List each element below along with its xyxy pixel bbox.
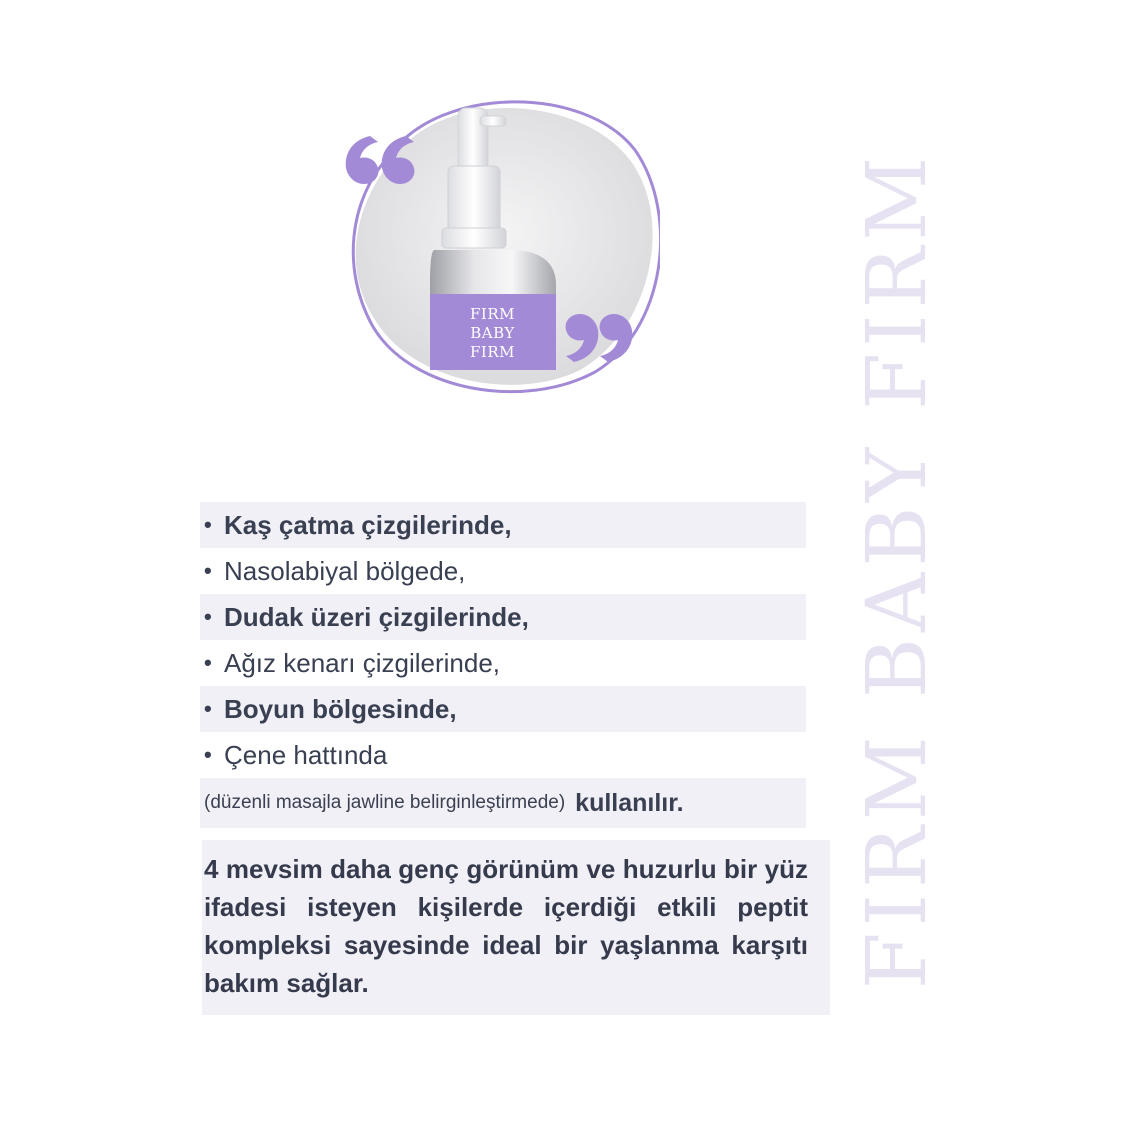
bullet-icon: •: [204, 650, 212, 675]
product-description: 4 mevsim daha genç görünüm ve huzurlu bir yüz ifadesi isteyen kişilerde içerdiği etkili peptit kompleksi sayesinde ideal bir yaşlanma karşıtı bakım sağlar.: [202, 840, 830, 1015]
bullet-icon: •: [204, 742, 212, 767]
bullet-icon: •: [204, 512, 212, 537]
list-item-text: Çene hattında: [224, 739, 388, 770]
list-item: [200, 732, 806, 778]
list-item-text: Boyun bölgesinde,: [224, 693, 457, 724]
vertical-brand-watermark: [848, 0, 948, 1140]
usage-note: [200, 778, 806, 828]
bullet-icon: •: [204, 558, 212, 583]
list-item: [200, 594, 806, 640]
bullet-icon: •: [204, 604, 212, 629]
bottle-label-line-3: FIRM: [470, 342, 515, 361]
bottle-label-text: [430, 298, 555, 368]
list-item: [200, 502, 806, 548]
list-item: [200, 686, 806, 732]
list-item-text: Nasolabiyal bölgede,: [224, 555, 466, 586]
watermark-text: FIRM BABY FIRM: [850, 150, 945, 990]
list-item: [200, 548, 806, 594]
list-item: [200, 640, 806, 686]
list-item-text: Dudak üzeri çizgilerinde,: [224, 601, 529, 632]
bullet-icon: •: [204, 696, 212, 721]
usage-areas-list: [200, 502, 806, 828]
usage-note-suffix: kullanılır.: [575, 788, 684, 817]
bottle-label-line-1: FIRM: [470, 304, 515, 323]
usage-note-text: (düzenli masajla jawline belirginleştirmede): [204, 792, 566, 813]
list-item-text: Kaş çatma çizgilerinde,: [224, 509, 512, 540]
list-item-text: Ağız kenarı çizgilerinde,: [224, 647, 501, 678]
bottle-label-line-2: BABY: [470, 323, 515, 342]
